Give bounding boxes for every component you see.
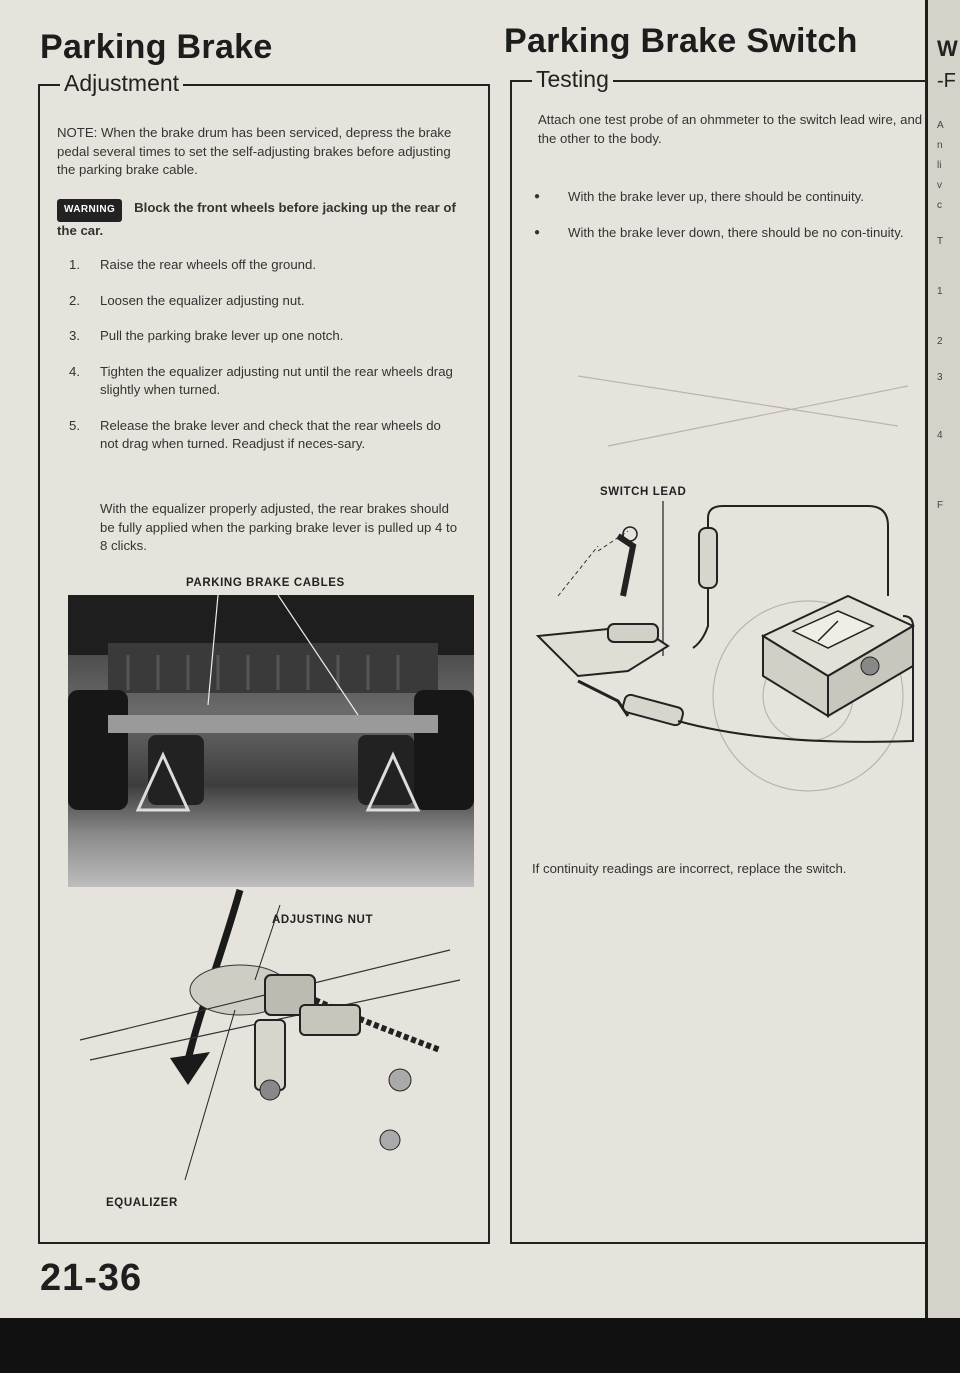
step-item — [57, 417, 462, 454]
adjustment-note: NOTE: When the brake drum has been serviced, depress the brake pedal several times to set the self-adjusting brakes before adjusting the parking brake cable. — [57, 125, 452, 177]
section-subtitle-adjustment: Adjustment — [60, 70, 183, 97]
adjacent-page-text: 1 — [937, 286, 943, 297]
callout-parking-brake-cables: PARKING BRAKE CABLES — [186, 577, 345, 589]
adjacent-page-title: W — [937, 36, 958, 61]
step-text: Tighten the equalizer adjusting nut until the rear wheels drag slightly when turned. — [100, 363, 453, 397]
callout-switch-lead: SWITCH LEAD — [600, 486, 687, 498]
step-text: Pull the parking brake lever up one notch. — [100, 328, 344, 343]
warning-block — [57, 199, 462, 240]
step-number: 5. — [69, 417, 80, 433]
adjacent-page-text: c — [937, 200, 942, 211]
step-number: 3. — [69, 328, 80, 343]
adjacent-page-text: li — [937, 160, 942, 171]
warning-badge: WARNING — [57, 199, 122, 222]
warning-text: Block the front wheels before jacking up the rear of the car. — [57, 200, 456, 238]
adjustment-result-note: With the equalizer properly adjusted, the rear brakes should be fully applied when the parking brake lever is pulled up 4 to 8 clicks. — [100, 501, 458, 553]
testing-intro: Attach one test probe of an ohmmeter to the switch lead wire, and the other to the body. — [538, 112, 923, 146]
step-text: Raise the rear wheels off the ground. — [100, 257, 317, 272]
step-number: 2. — [69, 292, 80, 308]
callout-equalizer: EQUALIZER — [106, 1197, 178, 1209]
page-title-parking-brake: Parking Brake — [40, 28, 273, 66]
adjacent-page-text: 4 — [937, 430, 943, 441]
adjacent-page-text: F — [937, 500, 944, 511]
adjacent-page-text: 3 — [937, 372, 943, 383]
scan-bottom-border — [0, 1318, 960, 1373]
equalizer-detail-diagram — [60, 880, 480, 1200]
adjustment-steps — [57, 256, 462, 471]
callout-adjusting-nut: ADJUSTING NUT — [272, 914, 374, 926]
testing-footer-note: If continuity readings are incorrect, replace the switch. — [532, 861, 847, 876]
step-number: 4. — [69, 363, 80, 379]
ohmmeter — [763, 596, 913, 716]
adjacent-page-subtitle: -F — [937, 70, 956, 92]
step-item — [57, 327, 462, 346]
adjacent-page-text: A — [937, 120, 944, 131]
adjacent-page-text: 2 — [937, 336, 943, 347]
page-title-parking-brake-switch: Parking Brake Switch — [504, 22, 858, 60]
adjacent-page-text: n — [937, 140, 943, 151]
step-number: 1. — [69, 257, 80, 272]
step-text: Release the brake lever and check that the rear wheels do not drag when turned. Readjust if neces-sary. — [100, 417, 441, 451]
undercarriage-photo-art — [68, 595, 474, 887]
step-item — [57, 292, 462, 311]
step-text: Loosen the equalizer adjusting nut. — [100, 292, 305, 308]
step-item — [57, 256, 462, 275]
adjacent-page-edge — [925, 0, 960, 1373]
testing-conditions — [530, 188, 925, 259]
page-number: 21-36 — [40, 1257, 143, 1299]
adjacent-page-text: T — [937, 236, 944, 247]
adjacent-page-text: v — [937, 180, 942, 191]
ohmmeter-test-diagram — [518, 296, 923, 856]
list-item: ● With the brake lever up, there should be continuity. — [530, 188, 925, 207]
step-item — [57, 363, 462, 400]
undercarriage-photo — [68, 595, 474, 887]
section-subtitle-testing: Testing — [532, 66, 613, 93]
list-item: ● With the brake lever down, there should be no con-tinuity. — [530, 224, 925, 243]
